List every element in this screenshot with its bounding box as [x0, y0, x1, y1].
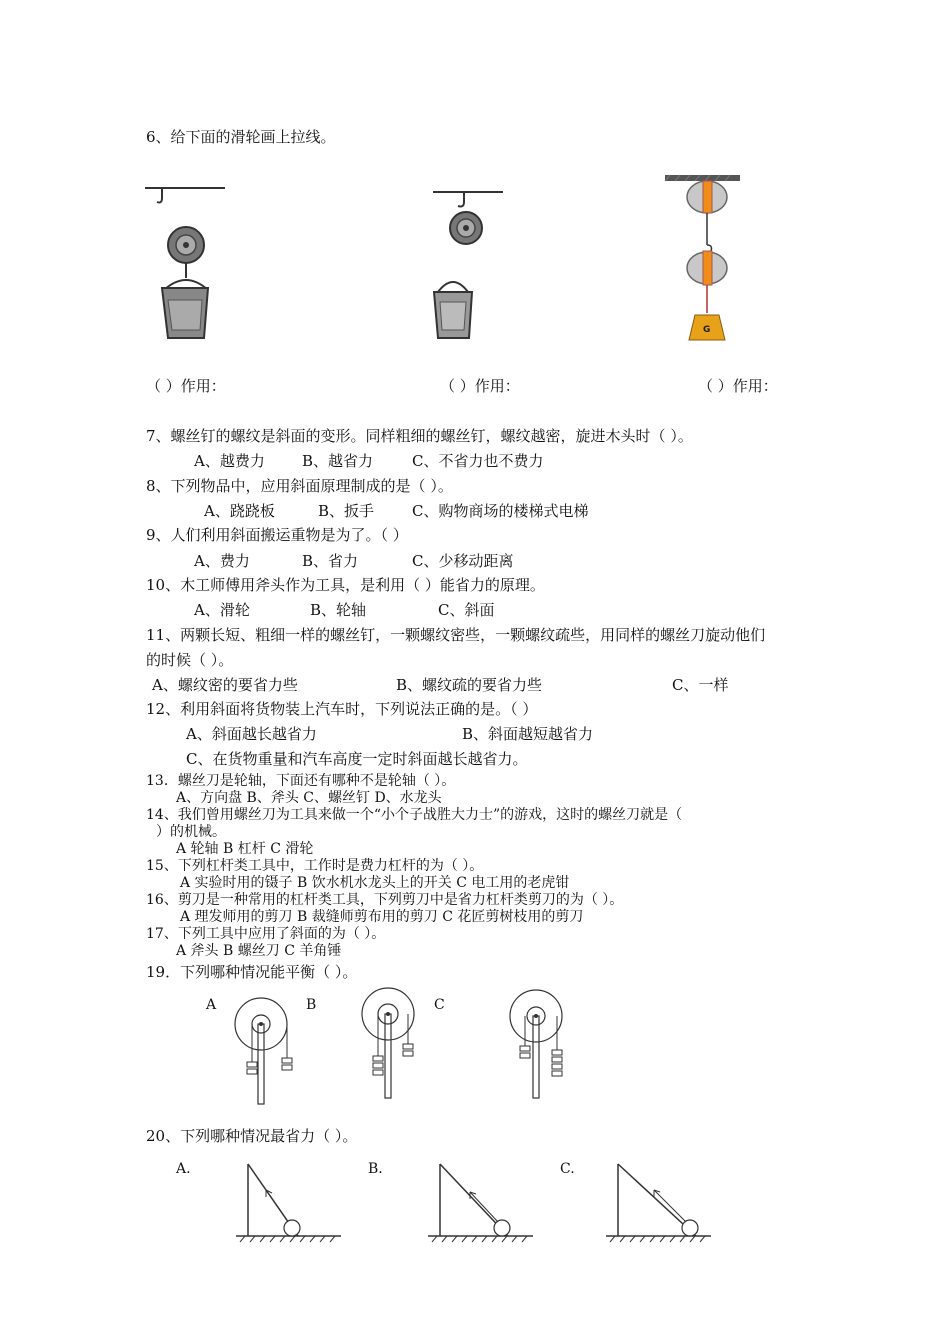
q10-stem: 10、木工师傅用斧头作为工具，是利用（ ）能省力的原理。	[146, 576, 545, 594]
q19-label-c: C	[434, 997, 445, 1013]
q9-option-b: B、省力	[302, 552, 359, 570]
weight-label: G	[703, 325, 711, 335]
q14-options: A 轮轴 B 杠杆 C 滑轮	[176, 841, 314, 857]
q19-stem: 19．下列哪种情况能平衡（ ）。	[146, 963, 358, 981]
q17-options: A 斧头 B 螺丝刀 C 羊角锤	[176, 943, 342, 959]
q7-option-c: C、不省力也不费力	[412, 452, 544, 470]
q19-label-b: B	[306, 997, 317, 1013]
q19-figure-b	[358, 990, 438, 1100]
q11-stem-1: 11、两颗长短、粗细一样的螺丝钉，一颗螺纹密些，一颗螺纹疏些，用同样的螺丝刀旋动他们	[146, 626, 766, 644]
q6-blank-3: （ ）作用：	[698, 377, 778, 395]
q7-stem: 7、螺丝钉的螺纹是斜面的变形。同样粗细的螺丝钉，螺纹越密，旋进木头时（ ）。	[146, 427, 693, 445]
q6-figure-1	[140, 180, 240, 350]
q8-option-b: B、扳手	[318, 502, 375, 520]
q11-stem-2: 的时候（ ）。	[146, 651, 234, 669]
q8-option-c: C、购物商场的楼梯式电梯	[412, 502, 589, 520]
q13-options: A、方向盘 B、斧头 C、螺丝钉 D、水龙头	[176, 790, 442, 806]
q16-options: A 理发师用的剪刀 B 裁缝师剪布用的剪刀 C 花匠剪树枝用的剪刀	[180, 909, 584, 925]
q9-stem: 9、人们利用斜面搬运重物是为了。（ ）	[146, 526, 408, 544]
q11-option-c: C、一样	[672, 676, 729, 694]
q17-stem: 17、下列工具中应用了斜面的为（ ）。	[146, 926, 386, 942]
q9-option-a: A、费力	[194, 552, 250, 570]
q8-option-a: A、跷跷板	[204, 502, 275, 520]
q19-label-a: A	[206, 997, 217, 1013]
q14-stem-2: ）的机械。	[156, 824, 226, 840]
q11-option-a: A、螺纹密的要省力些	[152, 676, 298, 694]
q12-option-a: A、斜面越长越省力	[186, 725, 317, 743]
q20-stem: 20、下列哪种情况最省力（ ）。	[146, 1127, 358, 1145]
q20-label-c: C.	[560, 1161, 575, 1177]
q12-option-c: C、在货物重量和汽车高度一定时斜面越长越省力。	[186, 750, 528, 768]
q19-figure-a	[228, 998, 308, 1108]
q8-stem: 8、下列物品中，应用斜面原理制成的是（ ）。	[146, 477, 453, 495]
q20-figure-c	[606, 1162, 726, 1252]
q12-option-b: B、斜面越短越省力	[462, 725, 594, 743]
q6-blank-2: （ ）作用：	[440, 377, 520, 395]
q6-figure-3	[665, 175, 755, 350]
q10-option-a: A、滑轮	[194, 601, 250, 619]
q19-figure-c	[502, 990, 582, 1100]
q16-stem: 16、剪刀是一种常用的杠杆类工具，下列剪刀中是省力杠杆类剪刀的为（ ）。	[146, 892, 624, 908]
q7-option-a: A、越费力	[194, 452, 265, 470]
q6-figure-2	[428, 180, 528, 350]
q10-option-b: B、轮轴	[310, 601, 367, 619]
q6-blank-1: （ ）作用：	[146, 377, 226, 395]
q20-label-b: B.	[368, 1161, 383, 1177]
q15-options: A 实验时用的镊子 B 饮水机水龙头上的开关 C 电工用的老虎钳	[180, 875, 570, 891]
q12-stem: 12、利用斜面将货物装上汽车时，下列说法正确的是。（ ）	[146, 700, 538, 718]
q7-option-b: B、越省力	[302, 452, 374, 470]
q14-stem-1: 14、我们曾用螺丝刀为工具来做一个“小个子战胜大力士”的游戏，这时的螺丝刀就是（	[146, 807, 683, 823]
q6-title: 6、给下面的滑轮画上拉线。	[146, 128, 336, 146]
q20-label-a: A.	[176, 1161, 191, 1177]
q9-option-c: C、少移动距离	[412, 552, 514, 570]
q10-option-c: C、斜面	[438, 601, 495, 619]
q13-stem: 13．螺丝刀是轮轴，下面还有哪种不是轮轴（ ）。	[146, 773, 456, 789]
q20-figure-a	[236, 1162, 356, 1252]
q15-stem: 15、下列杠杆类工具中，工作时是费力杠杆的为（ ）。	[146, 858, 484, 874]
q20-figure-b	[428, 1162, 548, 1252]
q11-option-b: B、螺纹疏的要省力些	[396, 676, 543, 694]
